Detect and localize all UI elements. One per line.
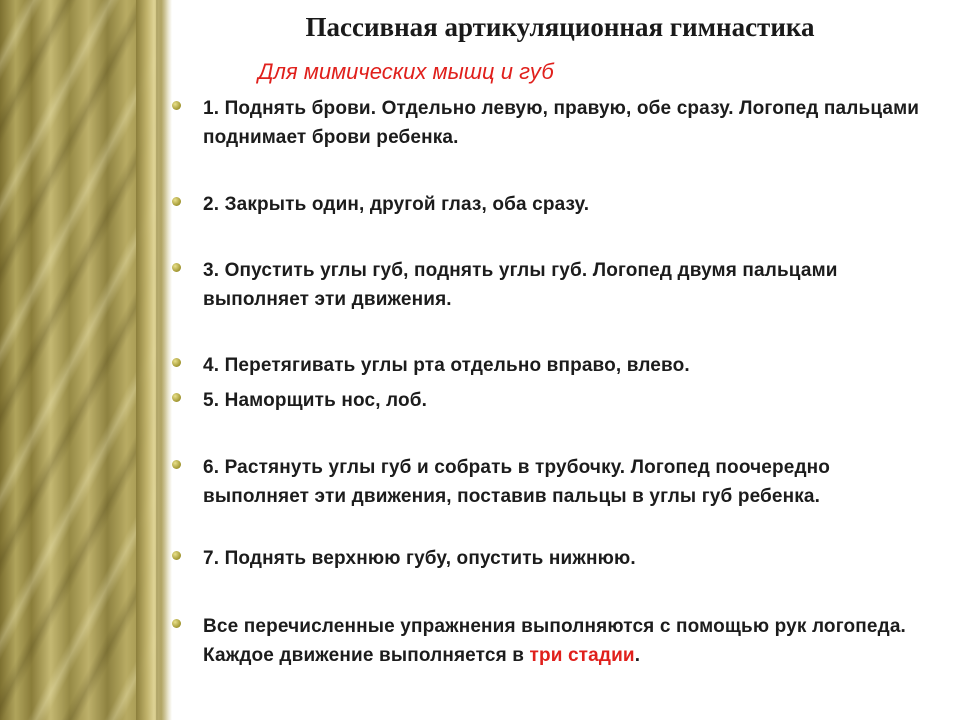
list-item-text: 7. Поднять верхнюю губу, опустить нижнюю. xyxy=(203,548,636,569)
list-item xyxy=(172,544,922,573)
list-item-text: 3. Опустить углы губ, поднять углы губ. Логопед двумя пальцами выполняет эти движения. xyxy=(203,260,838,310)
bullet-icon xyxy=(172,551,181,560)
slide-subtitle: Для мимических мышц и губ xyxy=(258,59,554,84)
bullet-icon xyxy=(172,197,181,206)
list-item xyxy=(172,386,922,415)
list-item xyxy=(172,453,922,511)
list-item xyxy=(172,94,922,152)
bullet-icon xyxy=(172,619,181,628)
bullet-icon xyxy=(172,460,181,469)
highlight-three-stages: три стадии xyxy=(529,645,635,666)
list-item-text: 4. Перетягивать углы рта отдельно вправо, влево. xyxy=(203,355,690,376)
list-item-text: 1. Поднять брови. Отдельно левую, правую, обе сразу. Логопед пальцами поднимает брови ребенка. xyxy=(203,98,920,148)
list-item-summary xyxy=(172,612,922,670)
list-item xyxy=(172,256,922,314)
list-item-text: 2. Закрыть один, другой глаз, оба сразу. xyxy=(203,194,590,215)
slide-title: Пассивная артикуляционная гимнастика xyxy=(305,12,815,42)
list-item-text: 5. Наморщить нос, лоб. xyxy=(203,390,428,411)
summary-text-before: Все перечисленные упражнения выполняются с помощью рук логопеда. Каждое движение выполняется в xyxy=(203,616,906,666)
list-item xyxy=(172,190,922,219)
bullet-icon xyxy=(172,358,181,367)
bullet-icon xyxy=(172,393,181,402)
summary-text-after: . xyxy=(634,645,641,666)
bullet-icon xyxy=(172,263,181,272)
list-item xyxy=(172,351,922,380)
list-item-text: 6. Растянуть углы губ и собрать в трубочку. Логопед поочередно выполняет эти движения, поставив пальцы в углы губ ребенка. xyxy=(203,457,831,507)
curtain-shadow-decoration xyxy=(156,0,168,720)
gold-curtain-decoration xyxy=(0,0,158,720)
summary-text xyxy=(203,612,922,670)
bullet-icon xyxy=(172,101,181,110)
